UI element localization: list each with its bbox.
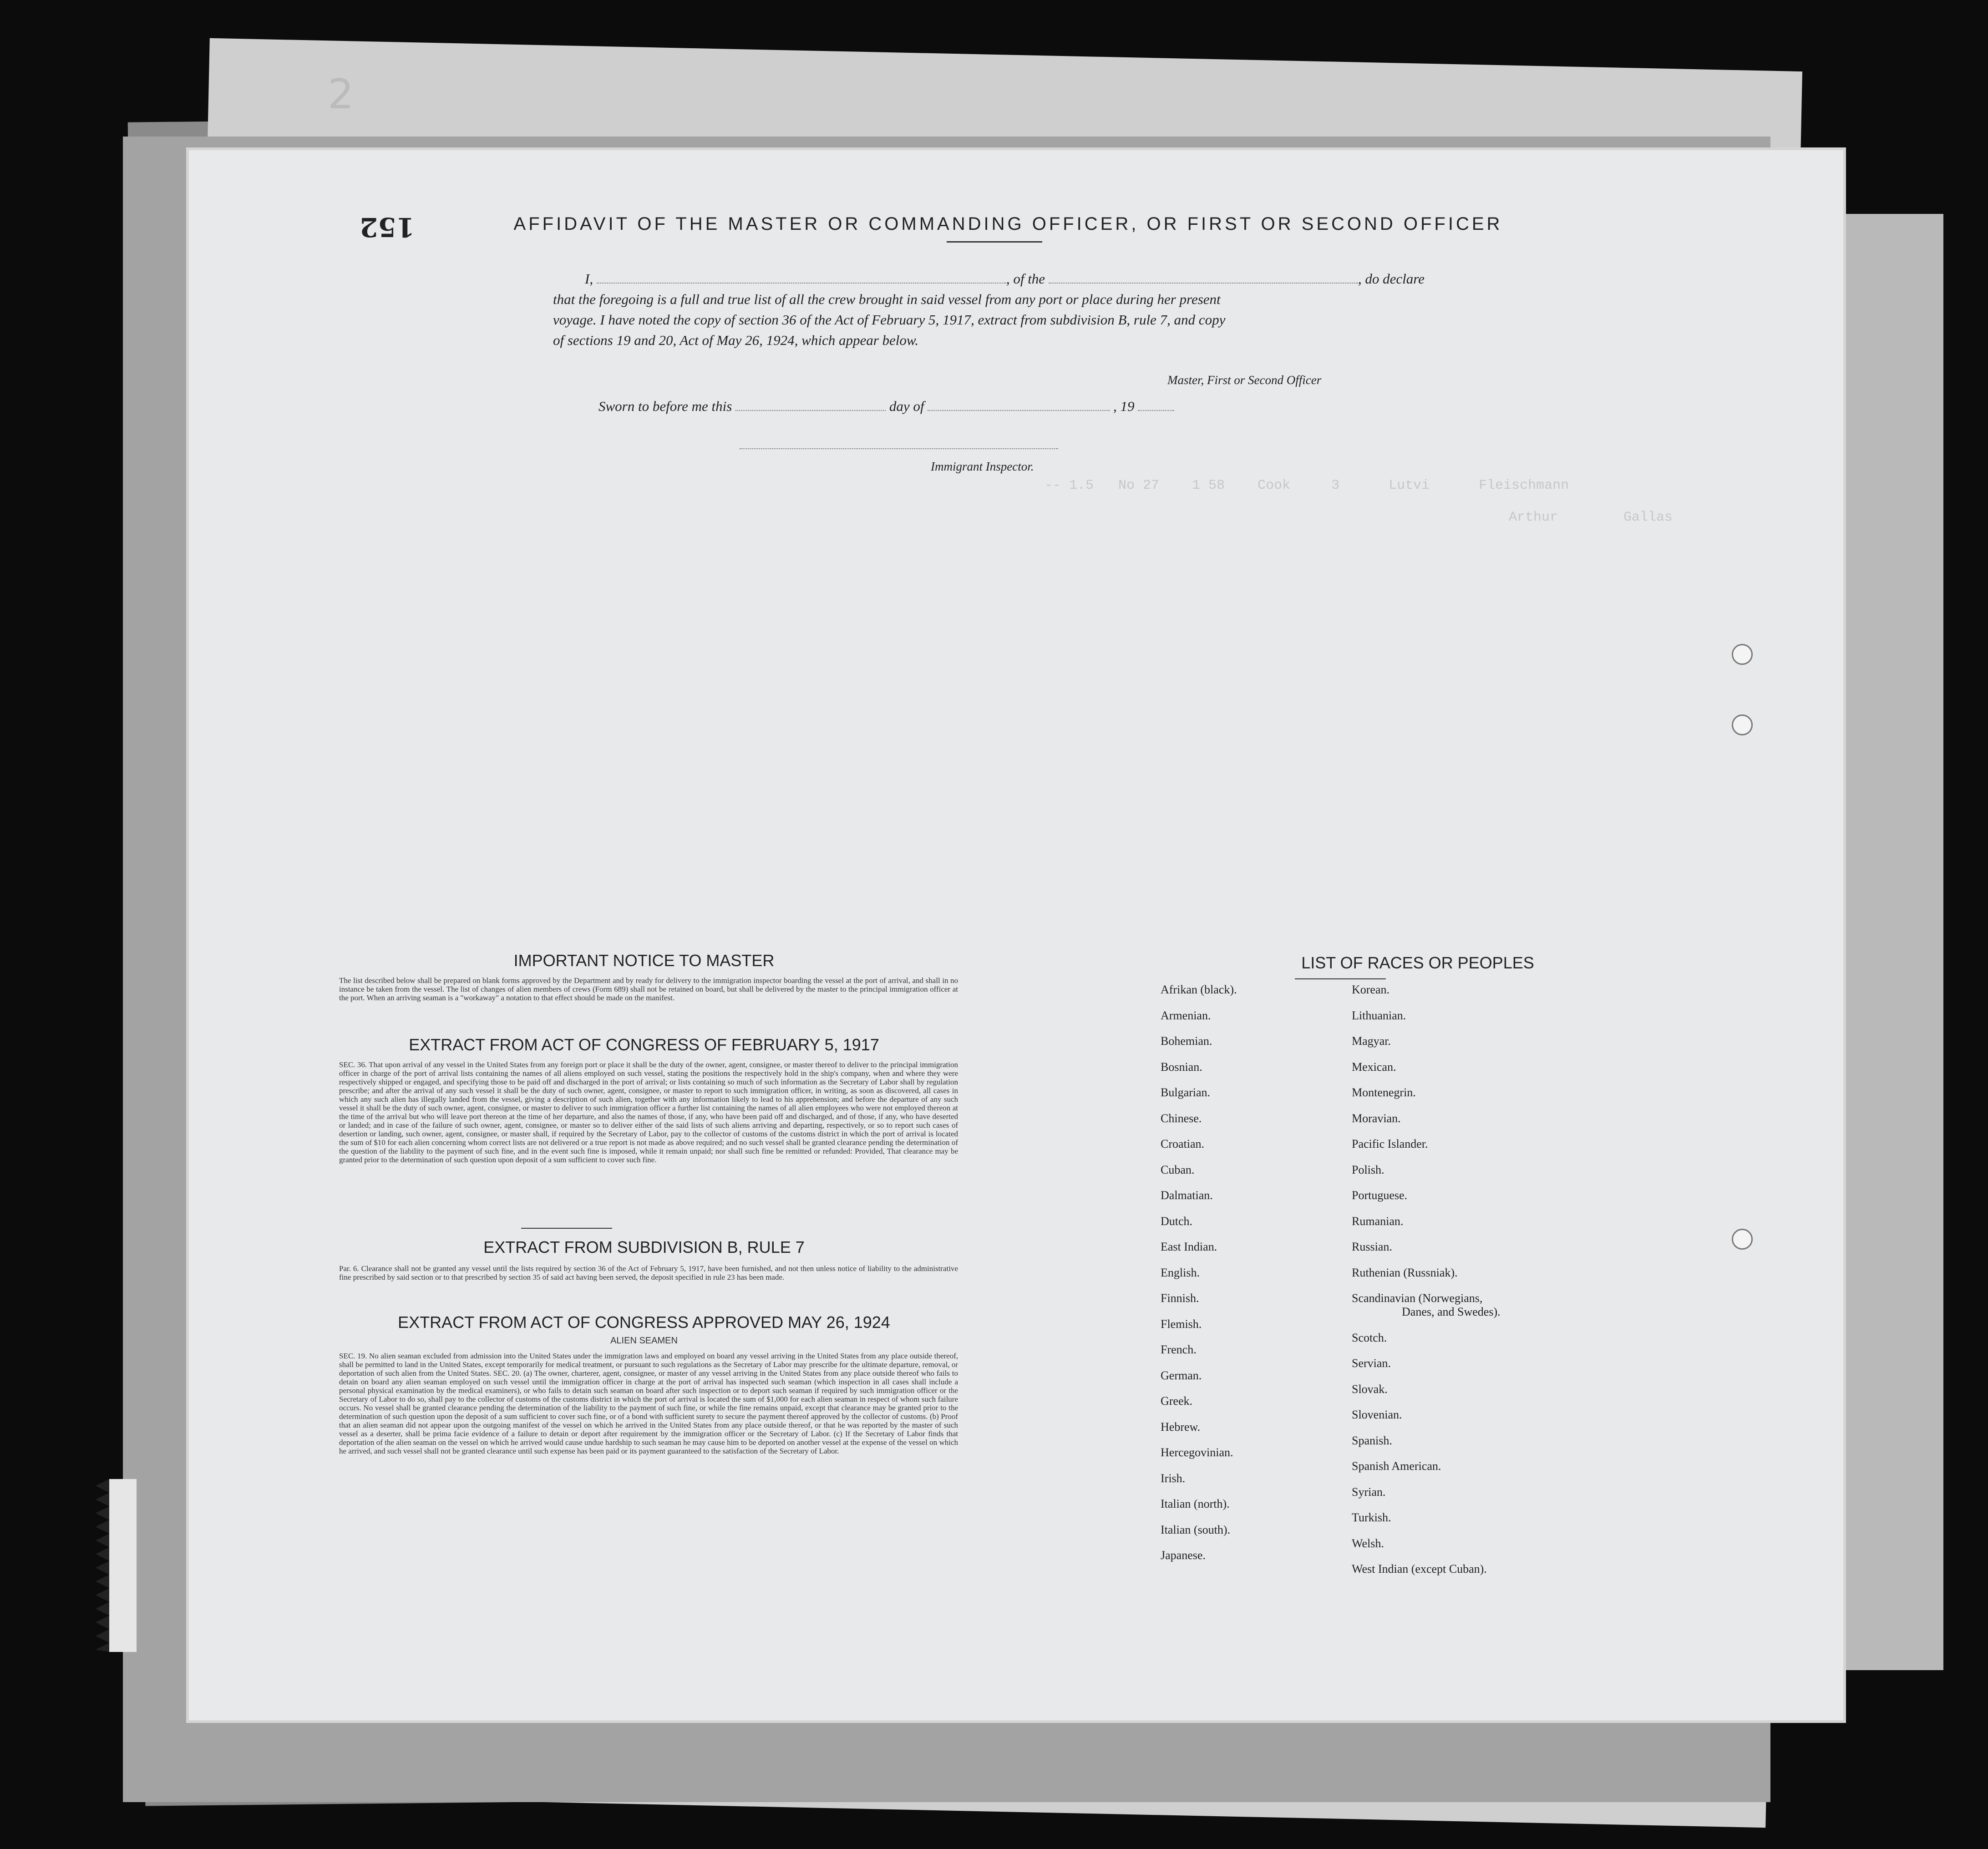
races-title-rule (1295, 978, 1386, 979)
binder-hole (1732, 1229, 1753, 1250)
race-item: Flemish. (1161, 1317, 1202, 1331)
declaration-of: , of the (1006, 271, 1045, 287)
race-item: Scotch. (1352, 1331, 1387, 1344)
race-item: Italian (south). (1161, 1523, 1231, 1536)
race-item: West Indian (except Cuban). (1352, 1562, 1487, 1575)
race-item: Polish. (1352, 1163, 1384, 1176)
bleed-through: Arthur Gallas (1509, 510, 1673, 525)
sworn-date-field[interactable] (735, 410, 886, 411)
binder-hole (1732, 714, 1753, 735)
notice-title: IMPORTANT NOTICE TO MASTER (513, 951, 775, 970)
race-item: Korean. (1352, 983, 1390, 996)
race-item: English. (1161, 1266, 1200, 1279)
inspector-caption: Immigrant Inspector. (931, 460, 1034, 473)
race-item: Mexican. (1352, 1060, 1396, 1074)
race-item: Dutch. (1161, 1214, 1193, 1228)
declaration-line2: that the foregoing is a full and true list of all the crew brought in said vessel from any port or place during her present (553, 291, 1221, 307)
race-item: Montenegrin. (1352, 1086, 1416, 1099)
binder-hole (1732, 644, 1753, 665)
race-item: Turkish. (1352, 1511, 1391, 1524)
sworn-month-field[interactable] (928, 410, 1110, 411)
race-item: German. (1161, 1368, 1202, 1382)
inspector-signature-line[interactable] (740, 448, 1058, 449)
sworn-day-of: day of (889, 398, 924, 414)
signature-caption: Master, First or Second Officer (1167, 373, 1322, 387)
race-item: Rumanian. (1352, 1214, 1404, 1228)
extract-1924-title: EXTRACT FROM ACT OF CONGRESS APPROVED MAY 26, 1924 (398, 1313, 890, 1332)
race-item: Magyar. (1352, 1034, 1391, 1048)
sworn-text: Sworn to before me this (598, 398, 732, 414)
race-item: Lithuanian. (1352, 1008, 1406, 1022)
race-item: Bulgarian. (1161, 1086, 1211, 1099)
affidavit-page (189, 150, 1843, 1720)
race-item: Italian (north). (1161, 1497, 1230, 1510)
declaration-declare: , do declare (1358, 271, 1425, 287)
race-item: Russian. (1352, 1240, 1392, 1253)
extract-rule7-text: Par. 6. Clearance shall not be granted any vessel until the lists required by section 36 of the Act of February 5, 1917, have been furnished, and not then unless notice of liability to the administrative fine prescribed by said section or to that prescribed by section 35 of said act having been served, the deposit specified in rule 23 has been made. (339, 1264, 958, 1282)
declaration-line4: of sections 19 and 20, Act of May 26, 1924, which appear below. (553, 332, 919, 348)
race-item: Greek. (1161, 1394, 1193, 1408)
race-item: Spanish. (1352, 1434, 1392, 1447)
page-number: 152 (360, 212, 415, 243)
race-item: Finnish. (1161, 1292, 1199, 1305)
race-item: Chinese. (1161, 1111, 1202, 1125)
notice-text: The list described below shall be prepared on blank forms approved by the Department and by ready for delivery to the immigration inspector boarding the vessel at the port of arrival, and shall in no instance be taken from the vessel. The list of changes of alien members of crews (Form 689) shall not be retained on board, but shall be delivered by the master to the principal immigration officer at the port. When an arriving seaman is a "workaway" a notation to that effect should be made on the manifest. (339, 976, 958, 1002)
extract-1917-text: SEC. 36. That upon arrival of any vessel in the United States from any foreign port or place it shall be the duty of the owner, agent, consignee, or master thereof to deliver to the principal immigration officer in charge of the port of arrival lists containing the names of all aliens employed on such vessel, stating the positions the respectively hold in the ship's company, when and where they were respectively shipped or engaged, and specifying those to be paid off and discharged in the port of arrival; or lists containing so much of such information as the Secretary of Labor shall by regulation prescribe; and after the arrival of any such vessel it shall be the duty of such owner, agent, consignee, or master to report to such immigration officer, in writing, as soon as discovered, all cases in which any such alien has illegally landed from the vessel, giving a description of such alien, together with any information likely to lead to his apprehension; and before the departure of any such vessel it shall be the duty of such owner, agent, consignee, or master to deliver to such immigration officer a further list containing the names of all alien employees who were not employed thereon at the time of the arrival but who will leave port thereon at the time of her departure, and also the names of those, if any, who have been paid off and discharged, and of those, if any, who have deserted or landed; and in case of the failure of such owner, agent, consignee, or master so to deliver either of the said lists of such aliens arriving and departing, respectively, or so to report such cases of desertion or landing, such owner, agent, consignee, or master shall, if required by the Secretary of Labor, pay to the collector of customs of the customs district in which the port of arrival is located the sum of $10 for each alien concerning whom correct lists are not delivered or a true report is not made as above required; and no such vessel shall be granted clearance pending the determination of the question of the liability to the payment of such fine, and in the event such fine is imposed, while it remain unpaid; nor shall such fine be remitted or refunded: Provided, That clearance may be granted prior to the determination of such question upon deposit of a sum sufficient to cover such fine. (339, 1060, 958, 1164)
race-item: Portuguese. (1352, 1189, 1408, 1202)
race-item: Welsh. (1352, 1536, 1384, 1550)
declaration (553, 268, 1463, 350)
race-item: Bosnian. (1161, 1060, 1202, 1074)
race-item: French. (1161, 1343, 1197, 1356)
race-item: Scandinavian (Norwegians, (1352, 1292, 1483, 1305)
sworn-line (598, 398, 1174, 415)
extract-1924-text: SEC. 19. No alien seaman excluded from admission into the United States under the immigration laws and employed on board any vessel arriving in the United States from any place outside thereof, shall be permitted to land in the United States, except temporarily for medical treatment, or pursuant to such regulations as the Secretary of Labor may prescribe for the ultimate departure, removal, or deportation of such alien from the United States. SEC. 20. (a) The owner, charterer, agent, consignee, or master of any vessel arriving in the United States from any place outside thereof who fails to detain on board any alien seaman employed on such vessel until the immigration officer in charge at the port of arrival has inspected such seaman (which inspection in all cases shall include a personal physical examination by the medical examiners), or who fails to detain such seaman on board after such inspection or to deport such seaman if required by such immigration officer or the Secretary of Labor to do so, shall pay to the collector of customs of the customs district in which the port of arrival is located the sum of $1,000 for each alien seaman in respect of whom such failure occurs. No vessel shall be granted clearance pending the determination of the liability to the payment of such fine, or while the fine remains unpaid, except that clearance may be granted prior to the determination of such question upon the deposit of a sum sufficient to cover such fine, or of a bond with sufficient surety to secure the payment thereof approved by the collector of customs. (b) Proof that an alien seaman did not appear upon the outgoing manifest of the vessel on which he arrived in the United States from any place outside thereof, or that he was reported by the master of such vessel as a deserter, shall be prima facie evidence of a failure to detain or deport after requirement by the immigration officer or the Secretary of Labor. (c) If the Secretary of Labor finds that deportation of the alien seaman on the vessel on which he arrived would cause undue hardship to such seaman he may cause him to be deported on another vessel at the expense of the vessel on which he arrived, and such vessel shall not be granted clearance until such expense has been paid or its payment guaranteed to the satisfaction of the Secretary of Labor. (339, 1352, 958, 1455)
race-item: Irish. (1161, 1471, 1186, 1485)
corner-mark: 2 (328, 71, 354, 118)
race-item: Moravian. (1352, 1111, 1401, 1125)
title-rule (947, 241, 1042, 243)
race-item: Servian. (1352, 1357, 1391, 1370)
seal-stamp (91, 1470, 146, 1661)
race-item: Dalmatian. (1161, 1189, 1213, 1202)
extract-rule7-title: EXTRACT FROM SUBDIVISION B, RULE 7 (483, 1238, 805, 1256)
race-item: East Indian. (1161, 1240, 1217, 1253)
divider (521, 1228, 612, 1229)
race-item: Afrikan (black). (1161, 983, 1237, 996)
affidavit-title: AFFIDAVIT OF THE MASTER OR COMMANDING OFFICER, OR FIRST OR SECOND OFFICER (513, 214, 1503, 234)
extract-1917-title: EXTRACT FROM ACT OF CONGRESS OF FEBRUARY 5, 1917 (409, 1035, 879, 1054)
race-item: Hebrew. (1161, 1420, 1201, 1434)
race-item: Japanese. (1161, 1549, 1206, 1562)
sworn-year-field[interactable] (1138, 410, 1174, 411)
race-item: Armenian. (1161, 1008, 1211, 1022)
races-title: LIST OF RACES OR PEOPLES (1301, 953, 1534, 972)
race-item: Hercegovinian. (1161, 1446, 1233, 1459)
race-item: Pacific Islander. (1352, 1137, 1428, 1150)
race-item: Slovenian. (1352, 1408, 1402, 1421)
race-item: Spanish American. (1352, 1459, 1441, 1473)
race-item: Cuban. (1161, 1163, 1195, 1176)
race-item: Danes, and Swedes). (1402, 1305, 1501, 1318)
master-name-field[interactable] (597, 283, 1006, 284)
race-item: Croatian. (1161, 1137, 1205, 1150)
extract-1924-subtitle: ALIEN SEAMEN (610, 1336, 678, 1346)
race-item: Slovak. (1352, 1382, 1388, 1396)
vessel-name-field[interactable] (1049, 283, 1358, 284)
race-item: Ruthenian (Russniak). (1352, 1266, 1458, 1279)
declaration-line3: voyage. I have noted the copy of section 36 of the Act of February 5, 1917, extract from subdivision B, rule 7, and copy (553, 312, 1226, 328)
race-item: Syrian. (1352, 1485, 1386, 1499)
declaration-i: I, (585, 271, 593, 287)
bleed-through: -- 1.5 No 27 1 58 Cook 3 Lutvi Fleischmann (1045, 478, 1569, 493)
race-item: Bohemian. (1161, 1034, 1212, 1048)
sworn-year: , 19 (1113, 398, 1135, 414)
